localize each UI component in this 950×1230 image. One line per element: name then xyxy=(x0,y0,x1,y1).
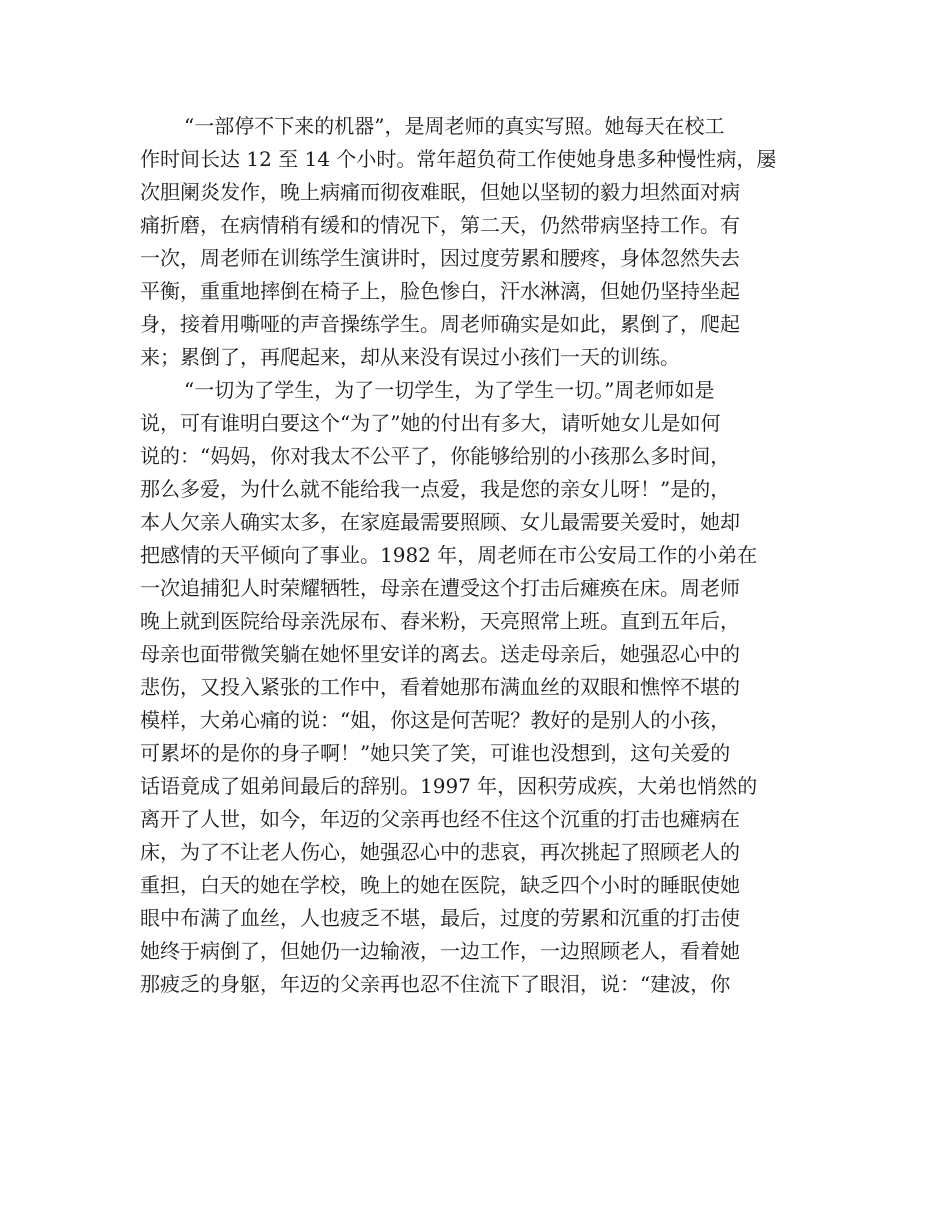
document-body xyxy=(140,110,812,1001)
text-line: 一次追捕犯人时荣耀牺牲，母亲在遭受这个打击后瘫痪在床。周老师 xyxy=(140,576,740,600)
text-line: 晚上就到医院给母亲洗尿布、舂米粉，天亮照常上班。直到五年后， xyxy=(140,609,740,633)
text-line: 次胆阑炎发作，晚上病痛而彻夜难眠，但她以坚韧的毅力坦然面对病 xyxy=(140,180,740,204)
paragraph-2 xyxy=(140,374,812,1001)
text-line: 话语竟成了姐弟间最后的辞别。1997 年，因积劳成疾，大弟也悄然的 xyxy=(140,774,758,798)
text-line: “一部停不下来的机器”，是周老师的真实写照。她每天在校工 xyxy=(184,114,725,138)
text-line: 说，可有谁明白要这个“为了”她的付出有多大，请听她女儿是如何 xyxy=(140,411,721,435)
text-line: 床，为了不让老人伤心，她强忍心中的悲哀，再次挑起了照顾老人的 xyxy=(140,840,740,864)
text-line: 那疲乏的身躯，年迈的父亲再也忍不住流下了眼泪，说：“建波，你 xyxy=(140,972,731,996)
text-line: 把感情的天平倾向了事业。1982 年，周老师在市公安局工作的小弟在 xyxy=(140,543,758,567)
text-line: 重担，白天的她在学校，晚上的她在医院，缺乏四个小时的睡眠使她 xyxy=(140,873,740,897)
text-line: 来；累倒了，再爬起来，却从来没有误过小孩们一天的训练。 xyxy=(140,345,680,369)
text-line: 平衡，重重地摔倒在椅子上，脸色惨白，汗水淋漓，但她仍坚持坐起 xyxy=(140,279,740,303)
text-line: 眼中布满了血丝，人也疲乏不堪，最后，过度的劳累和沉重的打击使 xyxy=(140,906,740,930)
text-line: “一切为了学生，为了一切学生，为了学生一切。”周老师如是 xyxy=(184,378,715,402)
text-line: 悲伤，又投入紧张的工作中，看着她那布满血丝的双眼和憔悴不堪的 xyxy=(140,675,740,699)
text-line: 母亲也面带微笑躺在她怀里安详的离去。送走母亲后，她强忍心中的 xyxy=(140,642,740,666)
text-line: 一次，周老师在训练学生演讲时，因过度劳累和腰疼，身体忽然失去 xyxy=(140,246,740,270)
text-line: 可累坏的是你的身子啊！”她只笑了笑，可谁也没想到，这句关爱的 xyxy=(140,741,731,765)
text-line: 模样，大弟心痛的说：“姐，你这是何苦呢？教好的是别人的小孩， xyxy=(140,708,731,732)
text-line: 作时间长达 12 至 14 个小时。常年超负荷工作使她身患多种慢性病，屡 xyxy=(140,147,777,171)
text-line: 她终于病倒了，但她仍一边输液，一边工作，一边照顾老人，看着她 xyxy=(140,939,740,963)
text-line: 本人欠亲人确实太多，在家庭最需要照顾、女儿最需要关爱时，她却 xyxy=(140,510,740,534)
text-line: 离开了人世，如今，年迈的父亲再也经不住这个沉重的打击也瘫病在 xyxy=(140,807,740,831)
text-line: 说的：“妈妈，你对我太不公平了，你能够给别的小孩那么多时间， xyxy=(140,444,731,468)
text-line: 痛折磨，在病情稍有缓和的情况下，第二天，仍然带病坚持工作。有 xyxy=(140,213,740,237)
text-line: 身，接着用嘶哑的声音操练学生。周老师确实是如此，累倒了，爬起 xyxy=(140,312,740,336)
text-line: 那么多爱，为什么就不能给我一点爱，我是您的亲女儿呀！”是的， xyxy=(140,477,731,501)
paragraph-1 xyxy=(140,110,812,374)
